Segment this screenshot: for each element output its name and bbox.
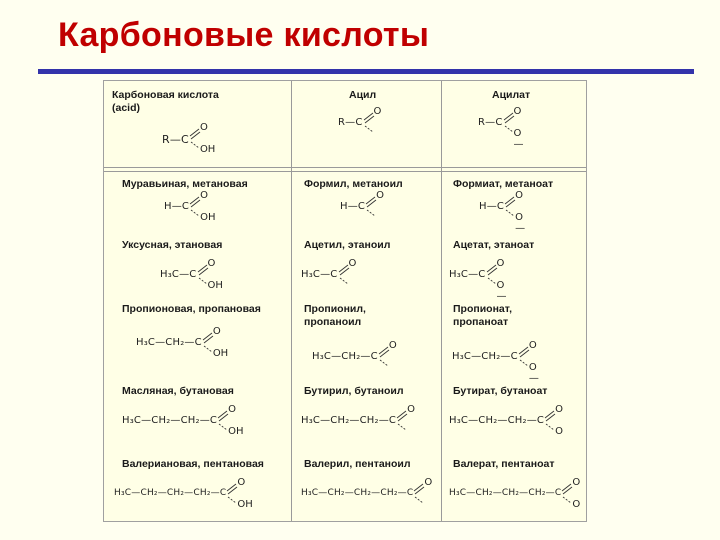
formula-chain: H₃C—CH₂—C: [136, 337, 202, 348]
formula-chain: H—C: [479, 201, 505, 212]
acylate-name: Пропионат, пропаноат: [453, 303, 513, 328]
formula-chain: H₃C—CH₂—CH₂—CH₂—C: [449, 488, 562, 498]
carbonyl-oxygen: O: [513, 106, 522, 117]
formula-chain: H₃C—CH₂—C: [452, 351, 518, 362]
column-divider: [441, 81, 442, 521]
hydroxyl-group: OH: [228, 426, 244, 437]
carbonyl-oxygen: O: [348, 258, 357, 269]
carbonyl-oxygen: O: [555, 404, 563, 415]
carbonyl-oxygen: O: [212, 326, 221, 337]
formula-chain: H₃C—C: [160, 269, 197, 280]
acid-name: Муравьиная, метановая: [122, 178, 248, 190]
acid-name: Уксусная, этановая: [122, 239, 223, 251]
acylate-name: Формиат, метаноат: [453, 178, 554, 190]
slide-title: Карбоновые кислоты: [58, 16, 430, 54]
header-divider: [104, 171, 586, 172]
acyl-name: Валерил, пентаноил: [304, 458, 411, 470]
hydroxyl-group: OH: [212, 348, 229, 359]
hydroxyl-group: O—: [515, 212, 526, 234]
title-underline: [38, 69, 694, 74]
formula-chain: H₃C—C: [449, 269, 486, 280]
formula-chain: H₃C—CH₂—CH₂—C: [122, 415, 218, 426]
acylate-name: Валерат, пентаноат: [453, 458, 555, 470]
hydroxyl-group: O: [572, 499, 581, 510]
hydroxyl-group: OH: [207, 280, 223, 291]
carbonyl-oxygen: O: [388, 340, 397, 351]
carbonyl-oxygen: O: [207, 258, 216, 269]
hydroxyl-group: O—: [496, 280, 507, 302]
carbonyl-oxygen: O: [237, 477, 246, 488]
acylate-name: Бутират, бутаноат: [453, 385, 548, 397]
column-divider: [291, 81, 292, 521]
acyl-name: Формил, метаноил: [304, 178, 403, 190]
formula-chain: R—C: [338, 117, 363, 128]
acid-name: Валериановая, пентановая: [122, 458, 264, 470]
formula-chain: R—C: [478, 117, 503, 128]
header-acylate: Ацилат: [492, 89, 531, 101]
carbonyl-oxygen: O: [228, 404, 236, 415]
hydroxyl-group: O—: [513, 128, 524, 150]
carbonyl-oxygen: O: [424, 477, 433, 488]
formula-chain: H₃C—C: [301, 269, 338, 280]
formula-chain: H₃C—CH₂—CH₂—CH₂—C: [301, 488, 414, 498]
formula-chain: H—C: [340, 201, 366, 212]
header-acid: Карбоновая кислота (acid): [112, 89, 219, 114]
acid-name: Пропионовая, пропановая: [122, 303, 261, 315]
carbonyl-oxygen: O: [199, 122, 208, 133]
carbonyl-oxygen: O: [515, 190, 523, 201]
carbonyl-oxygen: O: [496, 258, 505, 269]
header-acyl: Ацил: [349, 89, 377, 101]
formula-chain: H₃C—CH₂—CH₂—C: [301, 415, 397, 426]
formula-chain: H—C: [164, 201, 190, 212]
carbonyl-oxygen: O: [407, 404, 415, 415]
carbonyl-oxygen: O: [572, 477, 581, 488]
carbonyl-oxygen: O: [376, 190, 384, 201]
carbonyl-oxygen: O: [200, 190, 208, 201]
acyl-name: Пропионил, пропаноил: [304, 303, 366, 328]
carbonyl-oxygen: O: [373, 106, 382, 117]
hydroxyl-group: O—: [528, 362, 539, 384]
acyl-name: Бутирил, бутаноил: [304, 385, 404, 397]
formula-chain: R—C: [162, 133, 189, 146]
formula-chain: H₃C—CH₂—CH₂—C: [449, 415, 545, 426]
acid-name: Масляная, бутановая: [122, 385, 234, 397]
formula-chain: H₃C—CH₂—CH₂—CH₂—C: [114, 488, 227, 498]
hydroxyl-group: O: [555, 426, 563, 437]
hydroxyl-group: OH: [237, 499, 253, 510]
acylate-name: Ацетат, этаноат: [453, 239, 535, 251]
carbonyl-oxygen: O: [528, 340, 537, 351]
acyl-name: Ацетил, этаноил: [304, 239, 391, 251]
hydroxyl-group: OH: [199, 144, 216, 155]
acids-table: [103, 80, 587, 522]
header-divider: [104, 167, 586, 168]
formula-chain: H₃C—CH₂—C: [312, 351, 378, 362]
hydroxyl-group: OH: [200, 212, 216, 223]
